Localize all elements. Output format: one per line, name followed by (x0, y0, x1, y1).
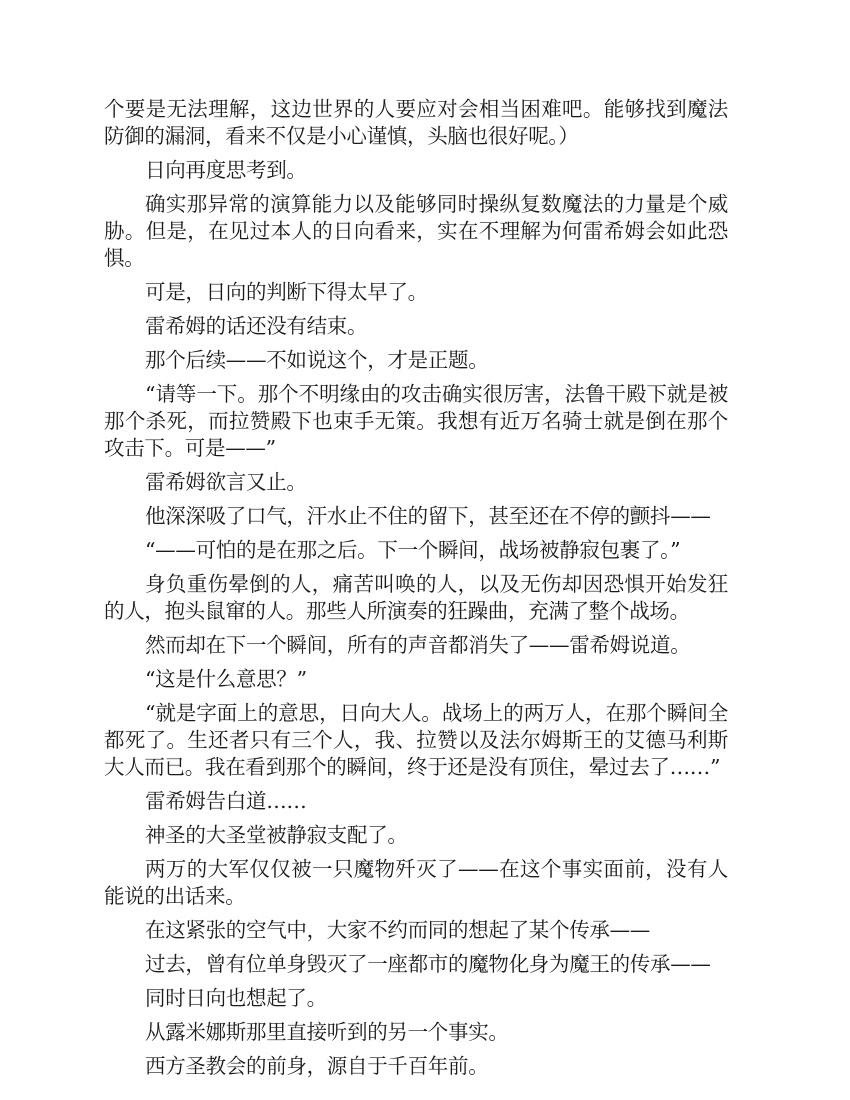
paragraph: 神圣的大圣堂被静寂支配了。 (145, 823, 408, 847)
paragraph: 确实那异常的演算能力以及能够同时操纵复数魔法的力量是个威胁。但是，在见过本人的日向看来，实在不理解为何雷希姆会如此恐惧。 (104, 192, 728, 270)
paragraph: “请等一下。那个不明缘由的攻击确实很厉害，法鲁干殿下就是被那个杀死，而拉赞殿下也束手无策。我想有近万名骑士就是倒在那个攻击下。可是——” (104, 382, 728, 460)
paragraph: 身负重伤晕倒的人，痛苦叫唤的人，以及无伤却因恐惧开始发狂的人，抱头鼠窜的人。那些人所演奏的狂躁曲，充满了整个战场。 (104, 572, 728, 623)
body-text (104, 96, 728, 1087)
paragraph: 雷希姆的话还没有结束。 (145, 314, 368, 338)
paragraph: “就是字面上的意思，日向大人。战场上的两万人，在那个瞬间全都死了。生还者只有三个人，我、拉赞以及法尔姆斯王的艾德马利斯大人而已。我在看到那个的瞬间，终于还是没有顶住，晕过去了……” (104, 701, 728, 779)
paragraph: 雷希姆欲言又止。 (145, 470, 307, 494)
paragraph: 过去，曾有位单身毁灭了一座都市的魔物化身为魔王的传承—— (145, 952, 711, 976)
paragraph: 日向再度思考到。 (145, 158, 307, 182)
paragraph: 在这紧张的空气中，大家不约而同的想起了某个传承—— (145, 918, 650, 942)
paragraph: 他深深吸了口气，汗水止不住的留下，甚至还在不停的颤抖—— (145, 504, 711, 528)
paragraph: 西方圣教会的前身，源自于千百年前。 (145, 1054, 489, 1078)
paragraph: 从露米娜斯那里直接听到的另一个事实。 (145, 1020, 509, 1044)
paragraph: 那个后续——不如说这个，才是正题。 (145, 348, 489, 372)
paragraph: 然而却在下一个瞬间，所有的声音都消失了——雷希姆说道。 (145, 633, 691, 657)
paragraph: 两万的大军仅仅被一只魔物歼灭了——在这个事实面前，没有人能说的出话来。 (104, 857, 728, 908)
paragraph: 雷希姆告白道…… (145, 789, 307, 813)
paragraph: “——可怕的是在那之后。下一个瞬间，战场被静寂包裹了。” (145, 538, 681, 562)
paragraph: 可是，日向的判断下得太早了。 (145, 280, 428, 304)
paragraph: 个要是无法理解，这边世界的人要应对会相当困难吧。能够找到魔法防御的漏洞，看来不仅是小心谨慎，头脑也很好呢。） (104, 97, 728, 148)
paragraph: “这是什么意思？” (145, 667, 307, 691)
paragraph: 同时日向也想起了。 (145, 986, 327, 1010)
